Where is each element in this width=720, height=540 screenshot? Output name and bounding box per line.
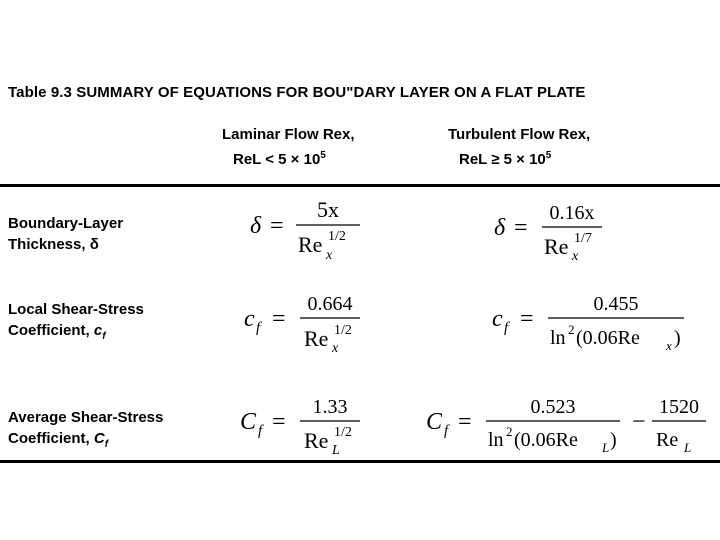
svg-text:=: = [520, 306, 534, 332]
svg-text:Re: Re [656, 429, 679, 451]
svg-text:f: f [258, 423, 263, 439]
svg-text:1.33: 1.33 [312, 396, 348, 418]
svg-text:0.16x: 0.16x [549, 202, 595, 224]
turbulent-header-line1: Turbulent Flow Rex, [448, 126, 591, 143]
svg-text:Re: Re [304, 326, 329, 351]
svg-text:0.523: 0.523 [530, 396, 576, 418]
svg-text:C: C [240, 409, 257, 435]
svg-text:=: = [458, 409, 472, 435]
header-rule [0, 184, 720, 187]
svg-text:1/2: 1/2 [328, 229, 346, 244]
svg-text:x: x [572, 249, 579, 264]
svg-text:0.455: 0.455 [593, 293, 639, 315]
svg-text:−: − [632, 409, 646, 435]
laminar-header-line1: Laminar Flow Rex, [222, 126, 355, 143]
svg-text:x: x [326, 248, 333, 263]
svg-text:L: L [332, 443, 340, 458]
svg-text:δ: δ [250, 213, 262, 239]
svg-text:f: f [504, 320, 509, 336]
svg-text:Re: Re [544, 234, 569, 259]
svg-text:5x: 5x [317, 197, 339, 222]
svg-text:L: L [602, 440, 610, 455]
svg-text:2: 2 [568, 322, 575, 337]
svg-text:c: c [244, 306, 255, 332]
svg-text:Re: Re [298, 232, 323, 257]
svg-text:=: = [272, 409, 286, 435]
svg-text:1/2: 1/2 [334, 425, 352, 440]
laminar-header-line2: ReL < $5 \times 10^5$ [233, 150, 326, 168]
svg-text:1/2: 1/2 [334, 323, 352, 338]
svg-text:C: C [426, 409, 443, 435]
svg-text:f: f [444, 423, 449, 439]
svg-text:L: L [684, 440, 692, 455]
row-label-average-shear: Average Shear-Stress Coefficient, $C_f$ [8, 409, 164, 450]
svg-text:=: = [272, 306, 286, 332]
row-label-thickness: Boundary-Layer Thickness, δ [8, 215, 124, 253]
equation-laminar-local-shear [240, 288, 370, 356]
column-header-turbulent [448, 124, 590, 170]
equation-turbulent-local-shear [488, 288, 688, 356]
svg-text:=: = [270, 213, 284, 239]
svg-text:1/7: 1/7 [574, 231, 592, 246]
column-header-laminar [222, 124, 355, 170]
equation-laminar-average-shear [238, 392, 368, 458]
footer-rule [0, 460, 720, 463]
svg-text:x: x [332, 341, 339, 356]
equation-turbulent-thickness [492, 198, 612, 264]
svg-text:x: x [666, 338, 672, 353]
row-label-local-shear: Local Shear-Stress Coefficient, $c_f$ [8, 301, 144, 342]
svg-text:(0.06Re: (0.06Re [576, 327, 640, 349]
svg-text:Re: Re [304, 428, 329, 453]
svg-text:f: f [256, 320, 261, 336]
svg-text:): ) [674, 327, 681, 349]
svg-text:ln: ln [550, 327, 566, 349]
svg-text:δ: δ [494, 215, 506, 241]
svg-text:c: c [492, 306, 503, 332]
svg-text:1520: 1520 [659, 396, 699, 418]
table-title: Table 9.3 SUMMARY OF EQUATIONS FOR BOU"DARY LAYER ON A FLAT PLATE [8, 84, 586, 101]
svg-text:0.664: 0.664 [307, 293, 353, 315]
equation-laminar-thickness [248, 198, 368, 264]
svg-text:ln: ln [488, 429, 504, 451]
equation-turbulent-average-shear [424, 392, 714, 458]
svg-text:(0.06Re: (0.06Re [514, 429, 578, 451]
svg-text:2: 2 [506, 424, 513, 439]
turbulent-header-line2: ReL ≥ $5 \times 10^5$ [459, 150, 552, 168]
svg-text:): ) [610, 429, 617, 451]
svg-text:=: = [514, 215, 528, 241]
